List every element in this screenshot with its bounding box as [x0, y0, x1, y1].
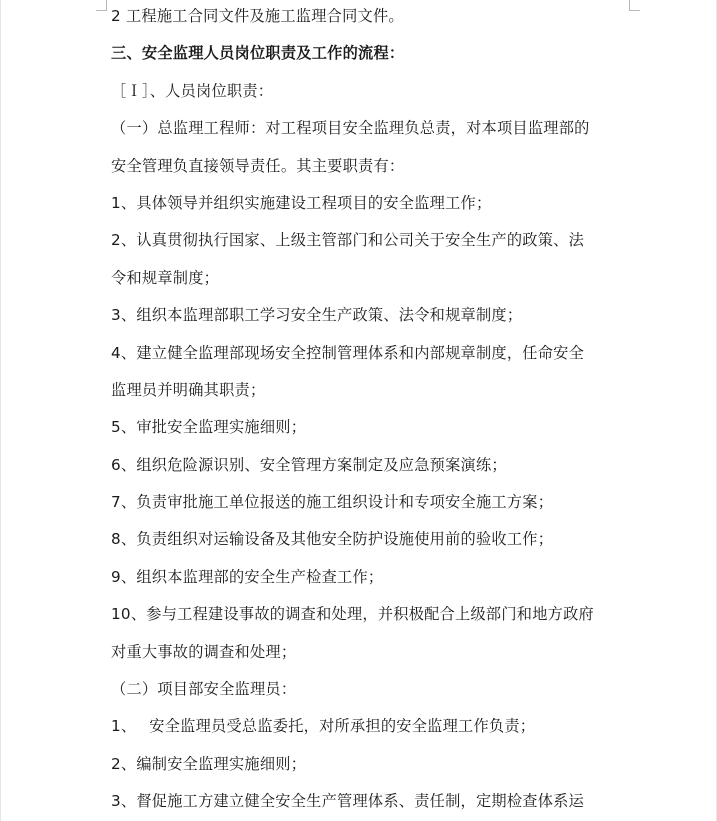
- paragraph-line: 对重大事故的调查和处理；: [111, 642, 297, 661]
- paragraph-line: 2 工程施工合同文件及施工监理合同文件。: [111, 7, 404, 25]
- section-heading: 三、安全监理人员岗位职责及工作的流程：: [111, 44, 405, 63]
- paragraph-line: 2、认真贯彻执行国家、上级主管部门和公司关于安全生产的政策、法: [111, 231, 585, 250]
- paragraph-line: （二）项目部安全监理员：: [111, 680, 297, 699]
- paragraph-line: 5、审批安全监理实施细则；: [111, 418, 307, 437]
- paragraph-line: 6、组织危险源识别、安全管理方案制定及应急预案演练；: [111, 455, 507, 474]
- paragraph-line: 3、组织本监理部职工学习安全生产政策、法令和规章制度；: [111, 306, 523, 325]
- paragraph-line: （一）总监理工程师：对工程项目安全监理负总责，对本项目监理部的: [111, 119, 590, 138]
- paragraph-line: 10、参与工程建设事故的调查和处理，并积极配合上级部门和地方政府: [111, 605, 594, 624]
- paragraph-line: 4、建立健全监理部现场安全控制管理体系和内部规章制度，任命安全: [111, 343, 585, 362]
- paragraph-line: 9、组织本监理部的安全生产检查工作；: [111, 567, 384, 586]
- paragraph-line: ［Ｉ］、人员岗位职责：: [111, 81, 274, 100]
- paragraph-line: 令和规章制度；: [111, 268, 220, 287]
- paragraph-line: 8、负责组织对运输设备及其他安全防护设施使用前的验收工作；: [111, 530, 554, 549]
- paragraph-line: 7、负责审批施工单位报送的施工组织设计和专项安全施工方案；: [111, 493, 554, 512]
- paragraph-line: 1、具体领导并组织实施建设工程项目的安全监理工作；: [111, 193, 492, 212]
- paragraph-line: 2、编制安全监理实施细则；: [111, 754, 307, 773]
- paragraph-line: 监理员并明确其职责；: [111, 380, 266, 399]
- paragraph-line: 3、督促施工方建立健全安全生产管理体系、责任制，定期检查体系运: [111, 792, 585, 811]
- paragraph-line: 1、 安全监理员受总监委托，对所承担的安全监理工作负责；: [111, 717, 536, 736]
- document-body: [111, 0, 636, 821]
- paragraph-line: 安全管理负直接领导责任。其主要职责有：: [111, 156, 405, 175]
- margin-corner-mark: [96, 0, 107, 11]
